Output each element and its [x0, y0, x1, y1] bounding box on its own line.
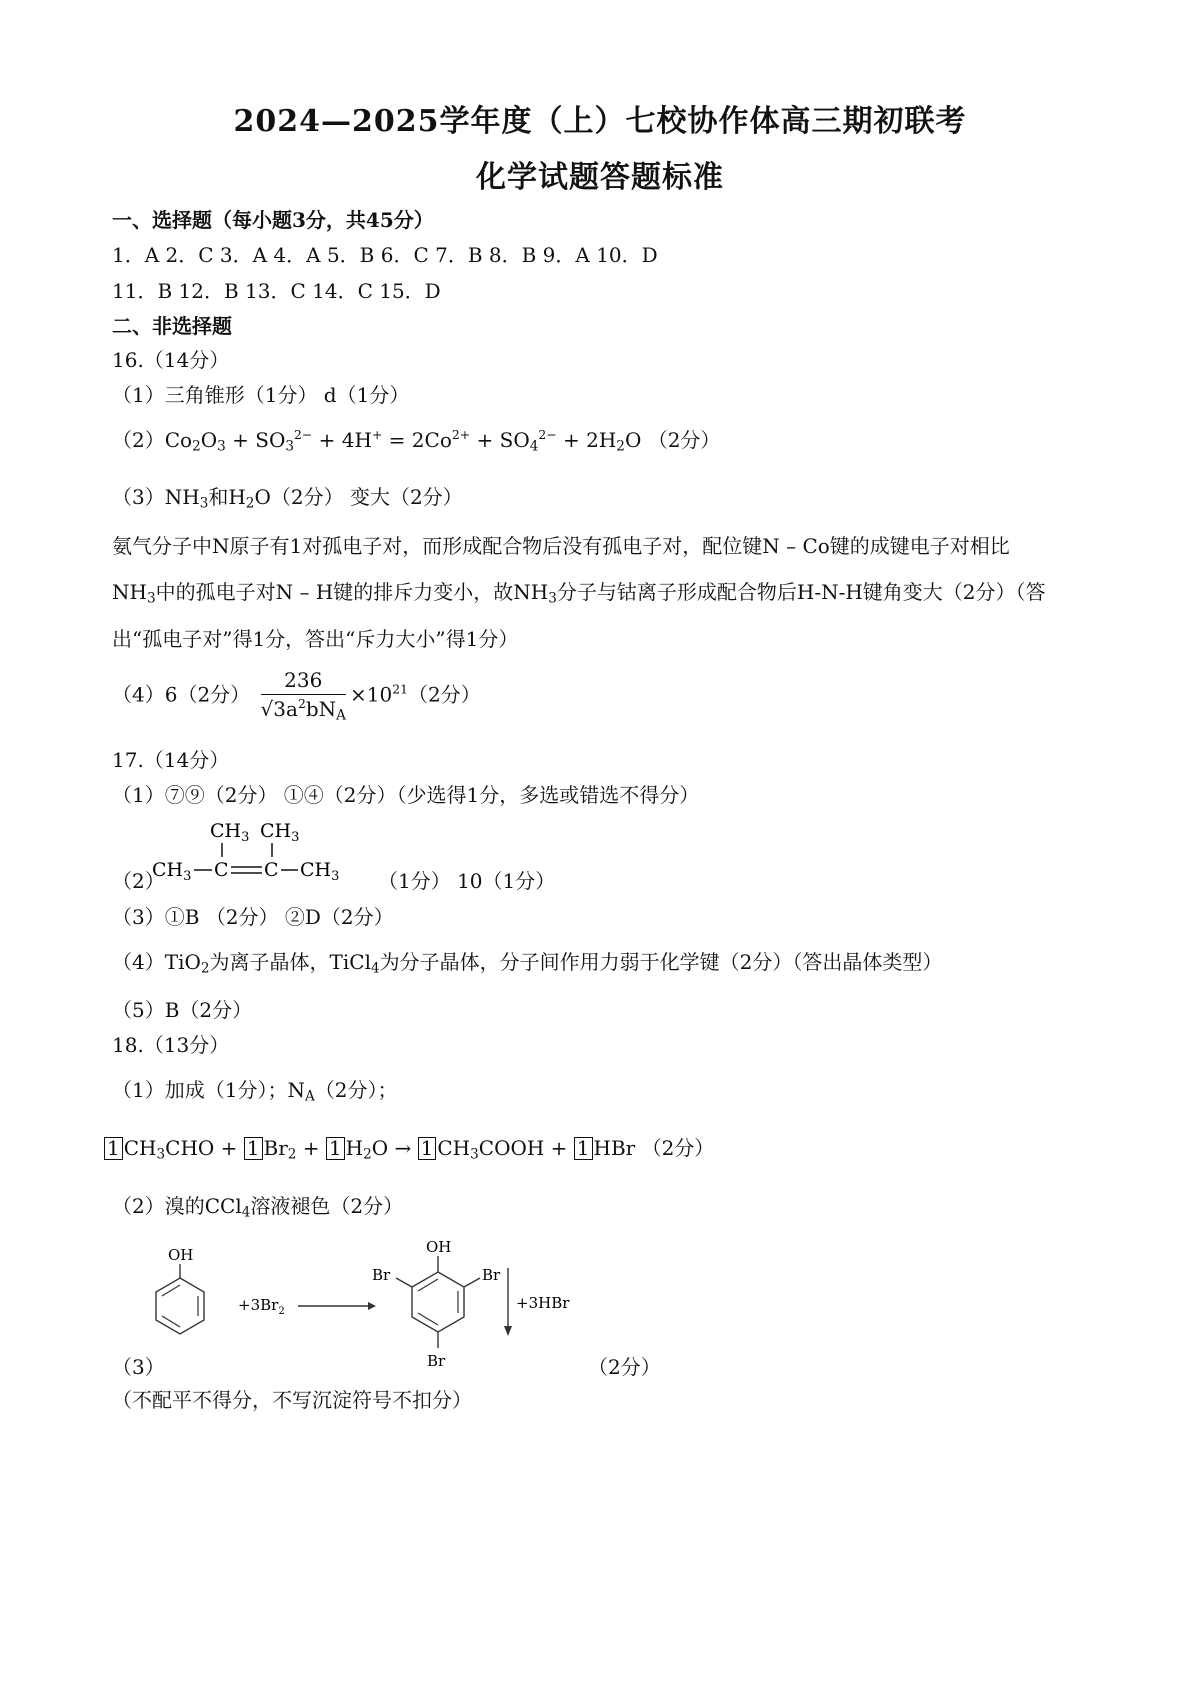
page-subtitle: 化学试题答题标准	[476, 160, 724, 195]
coefficient-box-3: 1	[326, 1137, 345, 1160]
coefficient-box-1: 1	[104, 1137, 123, 1160]
coefficient-box-5: 1	[574, 1137, 593, 1160]
q18-part3-score: （2分）	[588, 1355, 661, 1379]
product-br-left: Br	[372, 1266, 391, 1284]
q16-explanation-3: 出“孤电子对”得1分，答出“斥力大小”得1分）	[112, 627, 519, 651]
section-heading-nonchoice: 二、非选择题	[112, 314, 232, 338]
q16-part2-prefix: （2）	[112, 428, 165, 453]
q18-part1-a: （1）加成（1分）；N	[112, 1078, 305, 1102]
coefficient-box-4: 1	[418, 1137, 437, 1160]
q17-part5: （5）B（2分）	[112, 998, 253, 1022]
fraction-numerator: 236	[261, 668, 346, 695]
ch3-right: $CH_3$	[300, 859, 340, 884]
q18-part1-b: （2分）；	[314, 1078, 398, 1102]
product-ring	[412, 1272, 464, 1332]
ch3-top-right: $CH_3$	[260, 820, 300, 845]
q16-part2	[112, 428, 720, 455]
q16-part4: （4）6（2分） $\frac{236}{√3a^2bN_A}$ $\times 10^{21}(2$分）	[112, 668, 481, 724]
q17-header: 17.（14分）	[112, 748, 230, 772]
q18-equation-score: （2分）	[641, 1136, 715, 1160]
q16-explanation-1: 氨气分子中N原子有1对孤电子对，而形成配合物后没有孤电子对，配位键N – Co键的成键电子对相比	[112, 534, 1010, 558]
q17-part1: （1）⑦⑨（2分） ①④（2分）（少选得1分，多选或错选不得分）	[112, 783, 700, 807]
q17-structure-tetramethylethylene	[150, 815, 380, 893]
choice-answers-row-1: 1．A 2．C 3．A 4．A 5．B 6．C 7．B 8．B 9．A 10．D	[112, 243, 658, 267]
q16-part4-power: ×10	[349, 682, 393, 707]
q16-explanation-2b: 分子与钴离子形成配合物后H-N-H键角变大（2分）（答	[556, 580, 1046, 604]
q18-equation: 1 $CH_3CHO + 1$ $Br_2 + 1$ $H_2O \to 1$ $CH_3COOH + 1$ HBr （2分）	[104, 1136, 714, 1163]
carbon-right: C	[264, 859, 279, 881]
phenol-ring	[156, 1278, 204, 1334]
q18-part2-b: 溶液褪色（2分）	[250, 1194, 404, 1218]
q18-phenol-bromination-diagram	[140, 1230, 620, 1380]
q16-explanation-2a: 中的孤电子对N – H键的排斥力变小，故	[155, 580, 514, 604]
choice-answers-row-2: 11．B 12．B 13．C 14．C 15．D	[112, 279, 441, 303]
q17-part2-score: （1分） 10（1分）	[378, 869, 556, 893]
q16-header: 16.（14分）	[112, 348, 230, 372]
q16-equation: $Co_2O_3 + SO_3^{2-} + 4H^+ = 2Co^{2+} + SO_4^{2-} + 2H_2O$	[164, 427, 648, 455]
q17-part4-prefix: （4）	[112, 950, 165, 974]
q16-density-fraction	[261, 668, 346, 724]
q16-part4-prefix: （4）6（2分）	[112, 682, 251, 707]
q16-part3-prefix: （3）	[112, 485, 165, 509]
q16-part3-and: 和	[208, 485, 229, 509]
q18-part1	[112, 1078, 398, 1105]
product-br-bottom: Br	[427, 1352, 446, 1370]
q17-part2-prefix: （2）	[112, 869, 165, 893]
page-title: 2024—2025学年度（上）七校协作体高三期初联考	[233, 104, 967, 139]
coefficient-box-2: 1	[244, 1137, 263, 1160]
q17-part4: （4）TiO$_2$为离子晶体，TiCl$_4$为分子晶体，分子间作用力弱于化学键（2分）（答出晶体类型）	[112, 950, 943, 977]
q18-part1-sub: A	[304, 1088, 315, 1105]
ch3-top-left: $CH_3$	[210, 820, 250, 845]
q18-header: 18.（13分）	[112, 1033, 230, 1057]
ch3-left: $CH_3$	[152, 859, 192, 884]
q18-note: （不配平不得分，不写沉淀符号不扣分）	[112, 1388, 472, 1412]
q18-part2-a: （2）溴的	[112, 1194, 205, 1218]
phenol-oh-label: OH	[168, 1246, 194, 1264]
q16-part4-score: （2分）	[407, 682, 481, 707]
den-part-b: bN	[305, 697, 337, 722]
q16-part3-score: （2分） 变大（2分）	[270, 485, 463, 509]
q16-part3: $(3)NH_3$和$H_2O(2$分） 变大（2分）	[112, 485, 463, 512]
q16-explanation-2: $NH_3$中的孤电子对N – H键的排斥力变小，故$NH_3$分子与钴离子形成配合物后H-N-H键角变大（2分）（答	[112, 580, 1046, 607]
q17-part3: （3）①B （2分） ②D（2分）	[112, 905, 394, 929]
section-heading-choice: 一、选择题（每小题3分，共45分）	[112, 208, 434, 232]
fraction-denominator: $√3a^2bN_A$	[260, 696, 346, 724]
q18-part2: （2）溴的CCl$_4$溶液褪色（2分）	[112, 1194, 404, 1221]
plus-bromine-label: $+3Br_2$	[238, 1296, 285, 1317]
product-br-right: Br	[482, 1266, 501, 1284]
carbon-left: C	[214, 859, 229, 881]
product-oh-label: OH	[426, 1238, 452, 1256]
plus-hbr-label: +3HBr	[516, 1294, 570, 1312]
q17-part4-tail: 为分子晶体，分子间作用力弱于化学键（2分）（答出晶体类型）	[379, 950, 943, 974]
den-part-a: √3a	[260, 697, 298, 722]
q16-part2-score: （2分）	[647, 428, 721, 453]
q17-part4-mid: 为离子晶体，	[209, 950, 330, 974]
q18-part3-prefix: （3）	[112, 1355, 165, 1379]
q16-part1: （1）三角锥形（1分） d（1分）	[112, 383, 410, 407]
